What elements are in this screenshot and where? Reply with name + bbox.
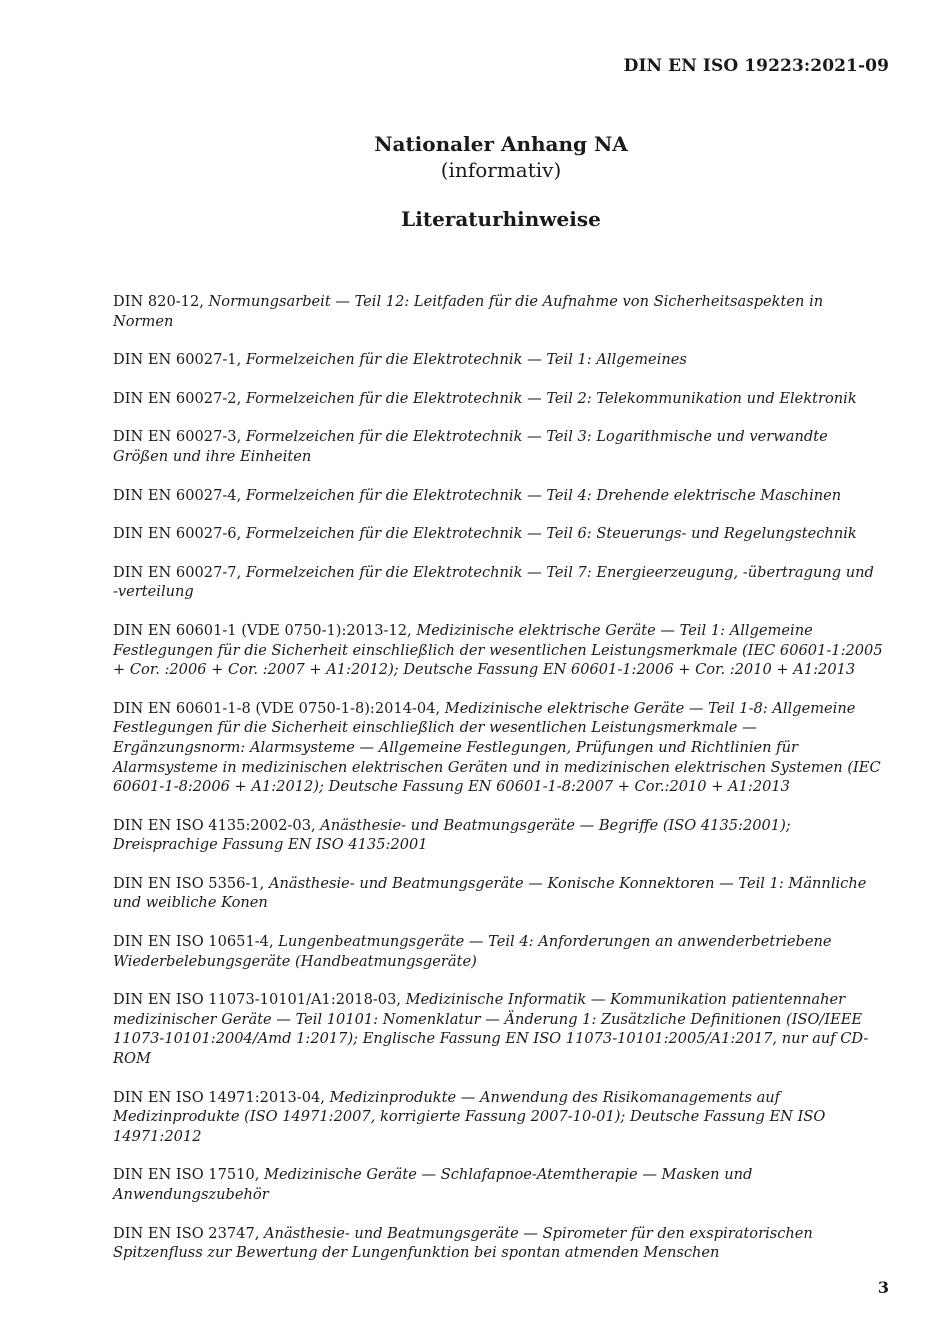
- reference-item: [113, 389, 883, 409]
- reference-item: [113, 563, 883, 602]
- reference-title: Medizinische elektrische Geräte — Teil 1-8: Allgemeine Festlegungen für die Sicherheit einschließlich der wesentlichen Leistungsmerkmale — Ergänzungsnorm: Alarmsysteme — Allgemeine Festlegungen, Prüfungen und Richtlinien für Alarmsysteme in medizinischen elektrischen Geräten und in medizinischen elektrischen Systemen (IEC 60601-1-8:2006 + A1:2012); Deutsche Fassung EN 60601-1-8:2007 + Cor.:2010 + A1:2013: [113, 699, 881, 796]
- reference-item: [113, 816, 883, 855]
- reference-title: Formelzeichen für die Elektrotechnik — Teil 4: Drehende elektrische Maschinen: [245, 486, 842, 504]
- reference-designation: DIN EN 60027-3,: [113, 428, 246, 446]
- reference-designation: DIN EN 60027-4,: [113, 486, 246, 504]
- reference-designation: DIN EN 60027-2,: [113, 389, 246, 407]
- reference-designation: DIN 820-12,: [113, 293, 209, 310]
- reference-title: Medizinische Informatik — Kommunikation patientennaher medizinischer Geräte — Teil 10101: Nomenklatur — Änderung 1: Zusätzliche Definitionen (ISO/IEEE 11073-10101:2004/Amd 1:2017); Englische Fassung EN ISO 11073-10101:2005/A1:2017, nur auf CD-ROM: [113, 991, 869, 1068]
- reference-title: Formelzeichen für die Elektrotechnik — Teil 2: Telekommunikation und Elektronik: [245, 389, 857, 407]
- reference-item: [113, 621, 883, 680]
- reference-title: Formelzeichen für die Elektrotechnik — Teil 7: Energieerzeugung, -übertragung und -verteilung: [113, 563, 874, 601]
- reference-designation: DIN EN ISO 14971:2013-04,: [113, 1088, 330, 1106]
- reference-designation: DIN EN 60027-7,: [113, 563, 246, 581]
- annex-title: Nationaler Anhang NA: [374, 132, 628, 156]
- reference-item: [113, 427, 883, 466]
- reference-item: [113, 932, 883, 971]
- reference-designation: DIN EN 60601-1 (VDE 0750-1):2013-12,: [113, 621, 417, 639]
- reference-item: [113, 1224, 883, 1263]
- reference-title: Formelzeichen für die Elektrotechnik — Teil 3: Logarithmische und verwandte Größen und ihre Einheiten: [113, 428, 828, 465]
- reference-item: [113, 990, 883, 1068]
- reference-item: [113, 292, 883, 331]
- reference-title: Lungenbeatmungsgeräte — Teil 4: Anforderungen an anwenderbetriebene Wiederbelebungsgeräte (Handbeatmungsgeräte): [113, 933, 832, 970]
- reference-designation: DIN EN ISO 11073-10101/A1:2018-03,: [113, 991, 406, 1009]
- reference-title: Anästhesie- und Beatmungsgeräte — Konische Konnektoren — Teil 1: Männliche und weibliche Konen: [113, 874, 867, 912]
- document-id: DIN EN ISO 19223:2021-09: [623, 56, 889, 76]
- reference-item: [113, 350, 883, 370]
- reference-designation: DIN EN ISO 23747,: [113, 1224, 265, 1242]
- reference-item: [113, 486, 883, 506]
- reference-designation: DIN EN 60601-1-8 (VDE 0750-1-8):2014-04,: [113, 699, 445, 717]
- annex-heading: [0, 131, 950, 182]
- reference-designation: DIN EN ISO 4135:2002-03,: [113, 816, 321, 834]
- reference-designation: DIN EN ISO 5356-1,: [113, 874, 269, 892]
- reference-item: [113, 1088, 883, 1147]
- reference-title: Anästhesie- und Beatmungsgeräte — Spirometer für den exspiratorischen Spitzenfluss zur Bewertung der Lungenfunktion bei spontan atmenden Menschen: [113, 1224, 813, 1262]
- reference-designation: DIN EN ISO 17510,: [113, 1166, 265, 1184]
- reference-title: Normungsarbeit — Teil 12: Leitfaden für die Aufnahme von Sicherheitsaspekten in Normen: [113, 293, 824, 330]
- reference-item: [113, 524, 883, 544]
- reference-item: [113, 1165, 883, 1204]
- reference-title: Medizinische Geräte — Schlafapnoe-Atemtherapie — Masken und Anwendungszubehör: [113, 1166, 753, 1203]
- reference-list: [113, 292, 883, 1282]
- reference-title: Formelzeichen für die Elektrotechnik — Teil 1: Allgemeines: [245, 351, 687, 369]
- annex-subtitle: (informativ): [440, 158, 562, 182]
- reference-designation: DIN EN 60027-6,: [113, 525, 246, 543]
- reference-title: Medizinprodukte — Anwendung des Risikomanagements auf Medizinprodukte (ISO 14971:2007, korrigierte Fassung 2007-10-01); Deutsche Fassung EN ISO 14971:2012: [113, 1088, 826, 1145]
- reference-designation: DIN EN ISO 10651-4,: [113, 933, 279, 951]
- reference-designation: DIN EN 60027-1,: [113, 351, 246, 369]
- reference-item: [113, 874, 883, 913]
- reference-title: Medizinische elektrische Geräte — Teil 1: Allgemeine Festlegungen für die Sicherheit einschließlich der wesentlichen Leistungsmerkmale (IEC 60601-1:2005 + Cor. :2006 + Cor. :2007 + A1:2012); Deutsche Fassung EN 60601-1:2006 + Cor. :2010 + A1:2013: [113, 621, 883, 679]
- reference-title: Formelzeichen für die Elektrotechnik — Teil 6: Steuerungs- und Regelungstechnik: [245, 525, 857, 543]
- reference-item: [113, 699, 883, 797]
- reference-title: Anästhesie- und Beatmungsgeräte — Begriffe (ISO 4135:2001); Dreisprachige Fassung EN ISO 4135:2001: [113, 816, 791, 854]
- section-title: Literaturhinweise: [401, 207, 601, 231]
- page-number: 3: [877, 1278, 889, 1297]
